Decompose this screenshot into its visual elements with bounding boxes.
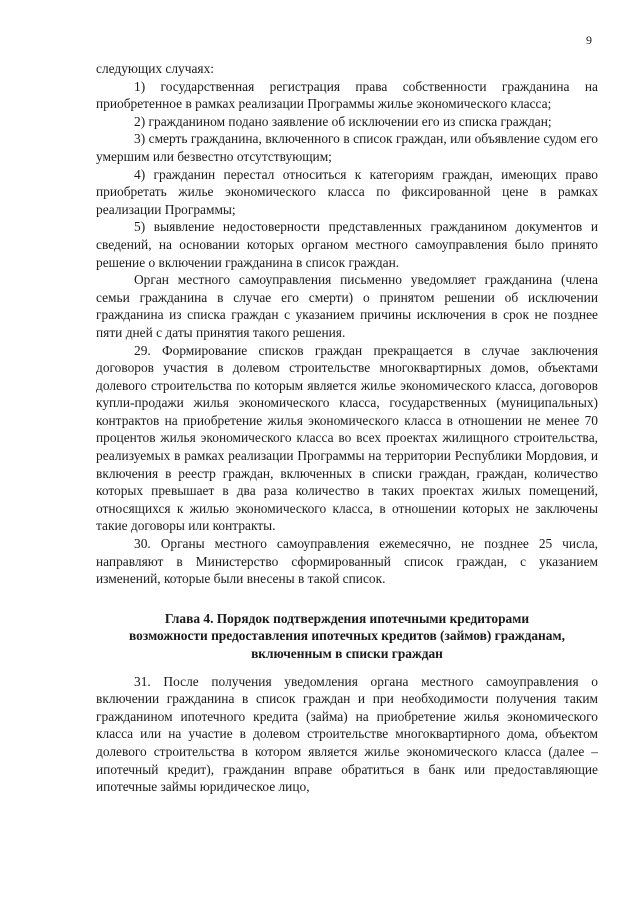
paragraph-29: 29. Формирование списков граждан прекращается в случае заключения договоров участия в долевом строительстве многоквартирных домов, объектами долевого строительства по которым является жилье экономического класса, договоров купли-продажи жилья экономического класса, государственных (муниципальных) контрактов на приобретение жилья экономического класса в отношении не менее 70 процентов жилья экономического класса во всех проектах жилищного строительства, реализуемых в рамках реализации Программы на территории Республики Мордовия, и включения в реестр граждан, включенных в списки граждан, граждан, количество которых превышает в два раза количество в таких проектах жилых помещений, относящихся к жилью экономического класса, в отношении которых не заключены такие договоры или контракты.: [96, 342, 598, 534]
chapter-heading-line-1: Глава 4. Порядок подтверждения ипотечными кредиторами: [164, 610, 530, 626]
chapter-heading-line-3: включенным в списки граждан: [251, 646, 443, 661]
paragraph-30: 30. Органы местного самоуправления ежемесячно, не позднее 25 числа, направляют в Министерство сформированный список граждан, с указанием изменений, которые были внесены в такой список.: [96, 536, 598, 587]
document-body: [96, 60, 598, 796]
page-number: 9: [586, 33, 592, 47]
paragraph-item-2: 2) гражданином подано заявление об исключении его из списка граждан;: [134, 113, 552, 129]
chapter-heading: [96, 610, 598, 663]
paragraph-item-5: 5) выявление недостоверности представленных гражданином документов и сведений, на основании которых органом местного самоуправления было принято решение о включении гражданина в список граждан.: [96, 219, 598, 270]
paragraph-31: 31. После получения уведомления органа местного самоуправления о включении гражданина в список граждан и при необходимости получения таким гражданином ипотечного кредита (займа) на приобретение жилья экономического класса или на участие в долевом строительстве многоквартирного дома, объектом долевого строительства в котором является жилье экономического класса (далее – ипотечный кредит), гражданин вправе обратиться в банк или предоставляющие ипотечные займы юридическое лицо,: [96, 673, 598, 795]
paragraph-item-1: 1) государственная регистрация права собственности гражданина на приобретенное в рамках реализации Программы жилье экономического класса;: [96, 78, 598, 112]
paragraph-item-4: 4) гражданин перестал относиться к категориям граждан, имеющих право приобретать жилье экономического класса по фиксированной цене в рамках реализации Программы;: [96, 166, 598, 217]
paragraph-item-3: 3) смерть гражданина, включенного в список граждан, или объявление судом его умершим или безвестно отсутствующим;: [96, 131, 598, 164]
chapter-heading-line-2: возможности предоставления ипотечных кредитов (займов) гражданам,: [129, 628, 565, 644]
paragraph-intro: следующих случаях:: [96, 61, 214, 76]
paragraph-notification: Орган местного самоуправления письменно уведомляет гражданина (члена семьи гражданина в случае его смерти) о принятом решении об исключении гражданина из списка граждан с указанием причины исключения в срок не позднее пяти дней с даты принятия такого решения.: [96, 272, 598, 340]
